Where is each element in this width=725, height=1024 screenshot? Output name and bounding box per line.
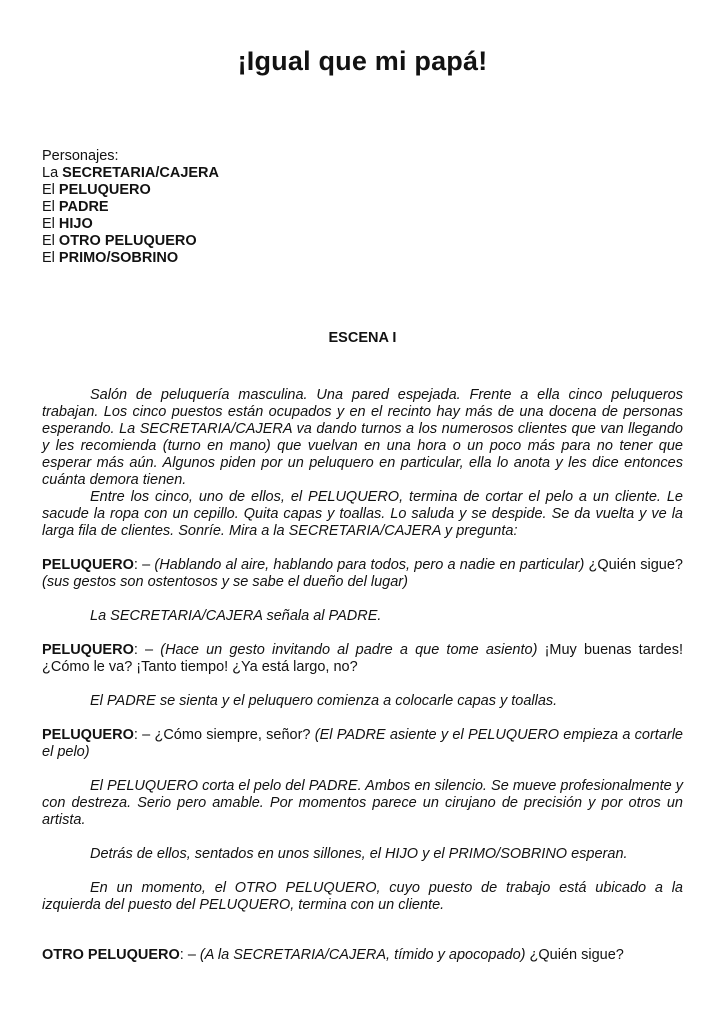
- stage-direction: El PELUQUERO corta el pelo del PADRE. Ambos en silencio. Se mueve profesionalmente y con destreza. Serio pero amable. Por momentos parece un cirujano de precisión y por otros un artista.: [42, 778, 683, 828]
- parenthetical-text: (sus gestos son ostentosos y se sabe el dueño del lugar): [42, 574, 408, 590]
- stage-direction: La SECRETARIA/CAJERA señala al PADRE.: [90, 608, 382, 624]
- parenthetical-text: (Hace un gesto invitando al padre a que tome asiento): [160, 642, 538, 658]
- document-title: ¡Igual que mi papá!: [237, 46, 488, 76]
- character-item: [42, 182, 683, 199]
- character-article: El: [42, 199, 59, 215]
- character-name: PADRE: [58, 199, 109, 215]
- character-article: El: [42, 216, 59, 232]
- character-article: El: [42, 250, 59, 266]
- speaker-name: PELUQUERO: [42, 557, 134, 573]
- spoken-text: ¿Quién sigue?: [529, 947, 624, 963]
- stage-direction: Detrás de ellos, sentados en unos sillones, el HIJO y el PRIMO/SOBRINO esperan.: [90, 846, 628, 862]
- stage-direction: El PADRE se sienta y el peluquero comienza a colocarle capas y toallas.: [90, 693, 558, 709]
- character-item: [42, 165, 683, 182]
- character-name: SECRETARIA/CAJERA: [62, 165, 220, 181]
- character-item: [42, 250, 683, 267]
- dialogue-line: PELUQUERO: – (Hablando al aire, hablando para todos, pero a nadie en particular) ¿Quién sigue? (sus gestos son ostentosos y se sabe el dueño del lugar): [42, 557, 683, 590]
- spoken-text: ¿Quién sigue?: [588, 557, 683, 573]
- parenthetical-text: (El PADRE asiente y el PELUQUERO empieza a cortarle el pelo): [42, 727, 683, 760]
- character-name: OTRO PELUQUERO: [58, 233, 197, 249]
- dialogue-line: PELUQUERO: – (Hace un gesto invitando al padre a que tome asiento) ¡Muy buenas tardes! ¿Cómo le va? ¡Tanto tiempo! ¿Ya está largo, no?: [42, 642, 683, 675]
- character-item: [42, 233, 683, 250]
- character-list: [42, 165, 683, 267]
- speaker-name: OTRO PELUQUERO: [42, 947, 180, 963]
- dialogue-line: OTRO PELUQUERO: – (A la SECRETARIA/CAJERA, tímido y apocopado) ¿Quién sigue?: [42, 947, 624, 963]
- character-name: PELUQUERO: [58, 182, 151, 198]
- parenthetical-text: (A la SECRETARIA/CAJERA, tímido y apocopado): [199, 947, 526, 963]
- stage-direction: Entre los cinco, uno de ellos, el PELUQUERO, termina de cortar el pelo a un cliente. Le sacude la ropa con un cepillo. Quita capas y toallas. Lo saluda y se despide. Se da vuelta y ve la larga fila de clientes. Sonríe. Mira a la SECRETARIA/CAJERA y pregunta:: [42, 489, 683, 539]
- character-list-section: [42, 148, 683, 267]
- character-name: PRIMO/SOBRINO: [58, 250, 179, 266]
- character-name: HIJO: [58, 216, 93, 232]
- spoken-text: ¡Muy buenas tardes! ¿Cómo le va? ¡Tanto tiempo! ¿Ya está largo, no?: [42, 642, 683, 675]
- character-article: El: [42, 182, 59, 198]
- speaker-name: PELUQUERO: [42, 642, 134, 658]
- character-item: [42, 216, 683, 233]
- stage-direction: En un momento, el OTRO PELUQUERO, cuyo puesto de trabajo está ubicado a la izquierda del puesto del PELUQUERO, termina con un cliente.: [42, 880, 683, 913]
- script-body: [42, 387, 683, 964]
- character-article: El: [42, 233, 59, 249]
- dialogue-line: PELUQUERO: – ¿Cómo siempre, señor? (El PADRE asiente y el PELUQUERO empieza a cortarle el pelo): [42, 727, 683, 760]
- stage-direction: Salón de peluquería masculina. Una pared espejada. Frente a ella cinco peluqueros trabajan. Los cinco puestos están ocupados y en el recinto hay más de una docena de personas esperando. La SECRETARIA/CAJERA va dando turnos a los numerosos clientes que van llegando y les recomienda (turno en mano) que vuelvan en una hora o un poco más para no tener que esperar más aún. Algunos piden por un peluquero en particular, ella lo anota y les dice entonces cuánta demora tienen.: [42, 387, 683, 488]
- speaker-name: PELUQUERO: [42, 727, 134, 743]
- characters-heading: Personajes:: [42, 148, 119, 164]
- scene-heading: ESCENA I: [328, 330, 397, 346]
- parenthetical-text: (Hablando al aire, hablando para todos, pero a nadie en particular): [154, 557, 585, 573]
- spoken-text: ¿Cómo siempre, señor?: [154, 727, 311, 743]
- character-article: La: [42, 165, 63, 181]
- character-item: [42, 199, 683, 216]
